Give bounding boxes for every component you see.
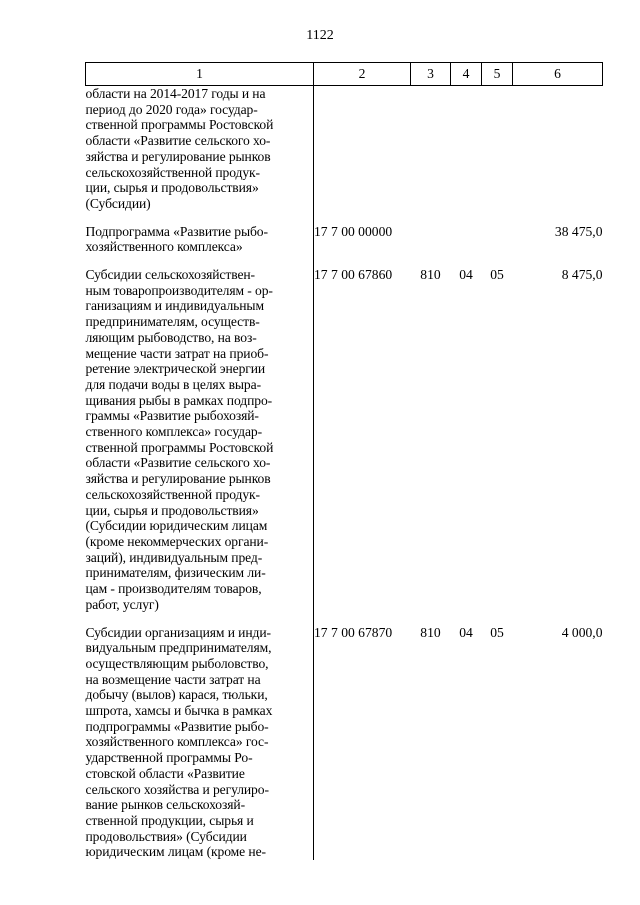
row-spacer-cell [513, 255, 603, 267]
description-line: шпрота, хамсы и бычка в рамках [85, 703, 273, 719]
description-line: ляющим рыбоводство, на воз- [85, 329, 257, 345]
code-cell [314, 86, 411, 212]
row-spacer-cell [314, 613, 411, 625]
amount-cell [513, 86, 603, 212]
description-cell [86, 86, 314, 212]
row-spacer [86, 255, 603, 267]
section-cell [451, 224, 482, 255]
table-body [86, 86, 603, 861]
description-cell [86, 625, 314, 861]
subsection-cell: 05 [490, 267, 504, 283]
description-line: зяйства и регулирование рынков [85, 148, 271, 164]
expense-type-cell: 810 [420, 267, 441, 283]
header-cell-2: 2 [314, 63, 411, 86]
expense-type-cell [411, 224, 451, 255]
subsection-cell [482, 224, 513, 255]
description-line: ственной продукции, сырья и [85, 812, 254, 828]
description-line: стовской области «Развитие [85, 765, 245, 781]
description-line: области «Развитие сельского хо- [85, 133, 271, 149]
description-line: зяйства и регулирование рынков [85, 471, 271, 487]
description-line: продовольствия» (Субсидии [85, 828, 247, 844]
row-spacer-cell [451, 212, 482, 224]
description-line: области «Развитие сельского хо- [85, 455, 271, 471]
header-cell-5: 5 [482, 63, 513, 86]
description-line: щивания рыбы в рамках подпро- [85, 392, 273, 408]
description-line: на возмещение части затрат на [85, 671, 261, 687]
row-spacer-cell [86, 212, 314, 224]
description-line: осуществляющим рыболовство, [85, 655, 269, 671]
description-line: хозяйственного комплекса» гос- [85, 734, 269, 750]
description-line: сельскохозяйственной продук- [85, 486, 260, 502]
row-spacer-cell [86, 613, 314, 625]
table-row [86, 267, 603, 612]
page-number: 1122 [306, 28, 334, 43]
code-cell: 17 7 00 67860 [314, 267, 393, 283]
table-row [86, 224, 603, 255]
description-line: для подачи воды в целях выра- [85, 376, 261, 392]
row-spacer-cell [482, 212, 513, 224]
row-spacer-cell [411, 212, 451, 224]
row-spacer-cell [513, 212, 603, 224]
table-row [86, 86, 603, 212]
header-cell-4: 4 [451, 63, 482, 86]
description-line: ганизациям и индивидуальным [85, 298, 264, 314]
description-line: предпринимателям, осуществ- [85, 314, 260, 330]
description-cell [86, 224, 314, 255]
description-line: ственной программы Ростовской [85, 439, 274, 455]
section-cell: 04 [459, 267, 473, 283]
row-spacer-cell [314, 212, 411, 224]
section-cell [451, 86, 482, 212]
code-cell: 17 7 00 00000 [314, 223, 393, 239]
row-spacer-cell [482, 613, 513, 625]
row-spacer-cell [513, 613, 603, 625]
description-line: принимателям, физическим ли- [85, 565, 266, 581]
table-header [86, 63, 603, 86]
description-line: вание рынков сельскохозяй- [85, 797, 246, 813]
description-cell [86, 267, 314, 612]
description-line: мещение части затрат на приоб- [85, 345, 269, 361]
description-line: видуальным предпринимателям, [85, 640, 272, 656]
description-line: области на 2014-2017 годы и на [85, 86, 266, 101]
description-line: Субсидии сельскохозяйствен- [85, 267, 255, 283]
description-line: ретение электрической энергии [85, 361, 266, 377]
code-cell: 17 7 00 67870 [314, 624, 393, 640]
description-line: ударственной программы Ро- [85, 750, 253, 766]
description-line: сельского хозяйства и регулиро- [85, 781, 269, 797]
row-spacer-cell [451, 255, 482, 267]
row-spacer-cell [314, 255, 411, 267]
description-line: ственного комплекса» государ- [85, 424, 263, 440]
header-cell-1: 1 [86, 63, 314, 86]
description-line: (кроме некоммерческих органи- [85, 533, 269, 549]
amount-cell: 4 000,0 [561, 624, 603, 640]
row-spacer [86, 212, 603, 224]
budget-table [85, 62, 603, 860]
description-line: ции, сырья и продовольствия» [85, 502, 259, 518]
description-line: добычу (вылов) карася, тюльки, [85, 687, 268, 703]
description-line: ственной программы Ростовской [85, 117, 274, 133]
table-row [86, 625, 603, 861]
description-line: период до 2020 года» государ- [85, 101, 258, 117]
row-spacer-cell [451, 613, 482, 625]
expense-type-cell [411, 86, 451, 212]
description-line: Субсидии организациям и инди- [85, 624, 271, 640]
description-line: цам - производителям товаров, [85, 581, 262, 597]
description-line: подпрограммы «Развитие рыбо- [85, 718, 269, 734]
subsection-cell [482, 86, 513, 212]
row-spacer-cell [86, 255, 314, 267]
row-spacer-cell [411, 613, 451, 625]
row-spacer-cell [411, 255, 451, 267]
description-line: Подпрограмма «Развитие рыбо- [85, 223, 268, 239]
description-line: (Субсидии) [85, 195, 151, 211]
description-line: юридическим лицам (кроме не- [85, 844, 266, 860]
row-spacer-cell [482, 255, 513, 267]
header-cell-6: 6 [513, 63, 603, 86]
description-line: ции, сырья и продовольствия» [85, 180, 259, 196]
subsection-cell: 05 [490, 624, 504, 640]
description-line: сельскохозяйственной продук- [85, 164, 260, 180]
header-cell-3: 3 [411, 63, 451, 86]
amount-cell: 8 475,0 [561, 267, 603, 283]
description-line: заций), индивидуальным пред- [85, 549, 263, 565]
expense-type-cell: 810 [420, 624, 441, 640]
description-line: граммы «Развитие рыбохозяй- [85, 408, 259, 424]
row-spacer [86, 613, 603, 625]
description-line: (Субсидии юридическим лицам [85, 518, 268, 534]
description-line: ным товаропроизводителям - ор- [85, 282, 273, 298]
description-line: хозяйственного комплекса» [85, 239, 243, 255]
description-line: работ, услуг) [85, 596, 159, 612]
section-cell: 04 [459, 624, 473, 640]
amount-cell: 38 475,0 [554, 223, 603, 239]
